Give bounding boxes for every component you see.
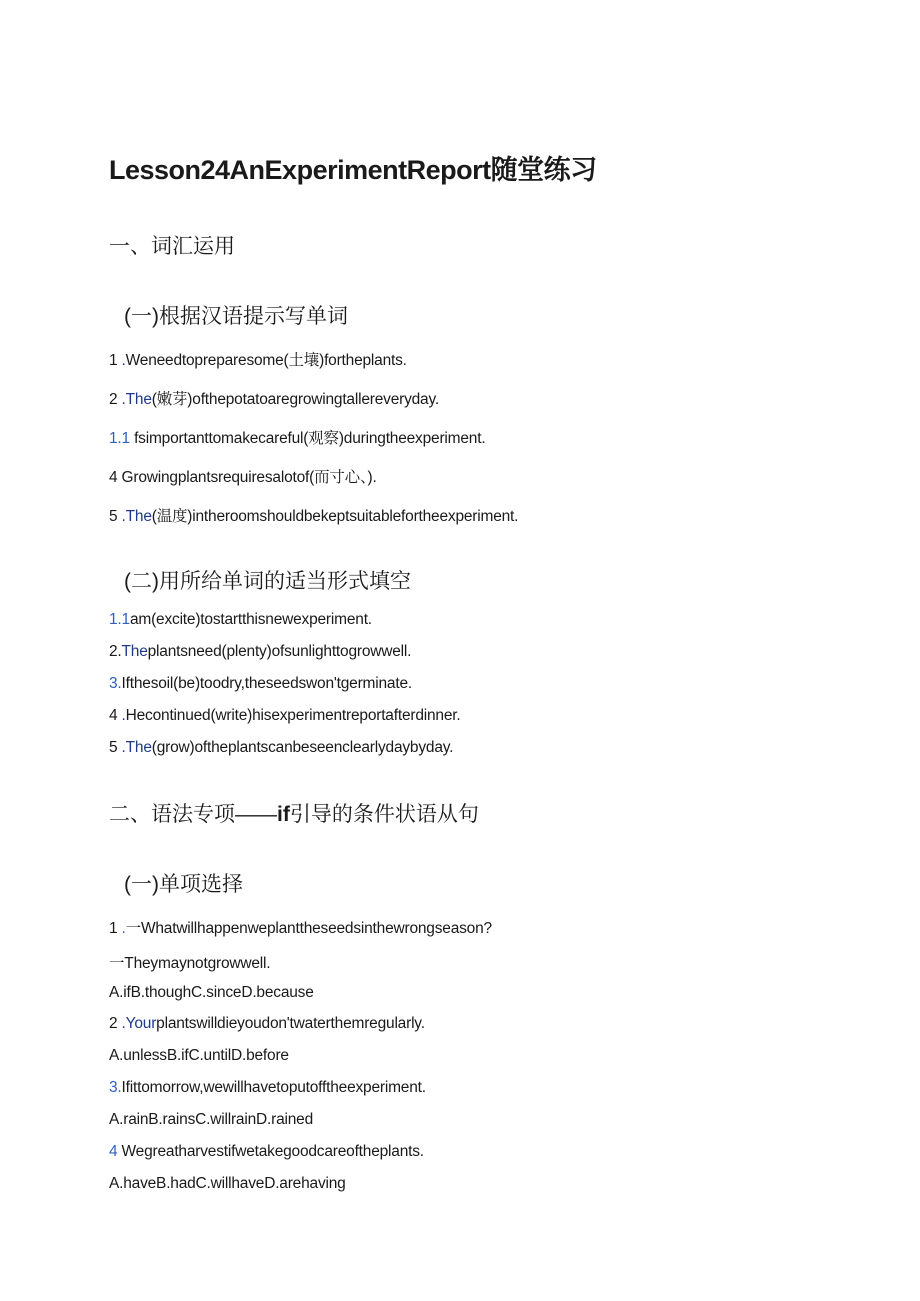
exercise-line [109, 675, 412, 693]
options-line: A.haveB.hadC.willhaveD.arehaving [109, 1175, 346, 1192]
page-title: Lesson24AnExperimentReport随堂练习 [109, 155, 597, 185]
item-number: 4 [109, 469, 118, 486]
item-text: plantsneed(plenty)ofsunlighttogrowwell. [147, 643, 412, 660]
item-text: Ifittomorrow,wewillhavetoputofftheexperiment. [121, 1079, 426, 1096]
exercise-line [109, 348, 407, 370]
item-lead-word: The [121, 643, 148, 660]
item-number: 1 [109, 352, 118, 369]
item-text: Wegreatharvestifwetakegoodcareoftheplants. [121, 1143, 424, 1160]
exercise-line [109, 387, 439, 409]
exercise-line [109, 643, 411, 661]
item-text: Hecontinued(write)hisexperimentreportafterdinner. [125, 707, 461, 724]
item-number: 3. [109, 1079, 122, 1096]
section-heading-grammar [109, 798, 479, 828]
item-number: 2 [109, 1015, 118, 1032]
question-line [109, 916, 492, 938]
heading-keyword: if [277, 803, 290, 826]
item-text: am(excite)tostartthisnewexperiment. [129, 611, 372, 628]
subsection-heading-word-forms: (二)用所给单词的适当形式填空 [124, 570, 411, 593]
item-lead-word: The [125, 739, 152, 756]
exercise-line [109, 707, 460, 725]
item-number: 4 [109, 707, 118, 724]
item-text: (嫩芽)ofthepotatoaregrowingtallereveryday. [151, 391, 439, 408]
item-text: 一Whatwillhappenweplanttheseedsinthewrongseason? [125, 920, 492, 937]
item-separator: . [117, 1015, 126, 1032]
item-text: Growingplantsrequiresalotof(而寸心、). [121, 469, 377, 486]
item-number: 1 [109, 920, 118, 937]
exercise-line [109, 739, 453, 757]
question-line [109, 1015, 425, 1033]
item-text: Weneedtopreparesome(土壤)fortheplants. [125, 352, 407, 369]
item-text: plantswilldieyoudon'twaterthemregularly. [156, 1015, 425, 1032]
item-separator: . [117, 920, 126, 937]
exercise-line [109, 611, 372, 629]
item-number: 4 [109, 1143, 118, 1160]
answer-line: 一Theymaynotgrowwell. [109, 955, 271, 972]
heading-suffix: 引导的条件状语从句 [289, 803, 479, 826]
item-separator: . [117, 352, 126, 369]
item-separator: . [117, 707, 126, 724]
section-heading-vocabulary: 一、词汇运用 [109, 235, 235, 258]
item-lead-word: The [125, 391, 152, 408]
options-line: A.unlessB.ifC.untilD.before [109, 1047, 289, 1064]
item-text: Ifthesoil(be)toodry,theseedswon'tgerminate. [121, 675, 412, 692]
question-line [109, 1143, 424, 1161]
item-text: fsimportanttomakecareful(观察)duringtheexperiment. [134, 430, 486, 447]
item-number: 2 [109, 391, 118, 408]
item-separator: . [117, 391, 126, 408]
subsection-heading-chinese-hints: (一)根据汉语提示写单词 [124, 305, 348, 328]
item-number: 1.1 [109, 430, 130, 447]
heading-prefix: 二、语法专项—— [109, 803, 277, 826]
options-line: A.ifB.thoughC.sinceD.because [109, 984, 314, 1001]
exercise-line [109, 426, 485, 448]
question-line [109, 1079, 426, 1097]
item-number: 1.1 [109, 611, 130, 628]
item-lead-word: The [125, 508, 152, 525]
item-number: 5 [109, 739, 118, 756]
exercise-line [109, 504, 518, 526]
item-text: (grow)oftheplantscanbeseenclearlydaybyday. [151, 739, 454, 756]
item-number: 5 [109, 508, 118, 525]
options-line: A.rainB.rainsC.willrainD.rained [109, 1111, 313, 1128]
item-number: 2. [109, 643, 122, 660]
exercise-line [109, 465, 377, 487]
item-lead-word: Your [125, 1015, 157, 1032]
subsection-heading-multiple-choice: (一)单项选择 [124, 873, 243, 896]
item-number: 3. [109, 675, 122, 692]
item-separator: . [117, 739, 126, 756]
item-text: (温度)intheroomshouldbekeptsuitablefortheexperiment. [151, 508, 519, 525]
item-separator: . [117, 508, 126, 525]
